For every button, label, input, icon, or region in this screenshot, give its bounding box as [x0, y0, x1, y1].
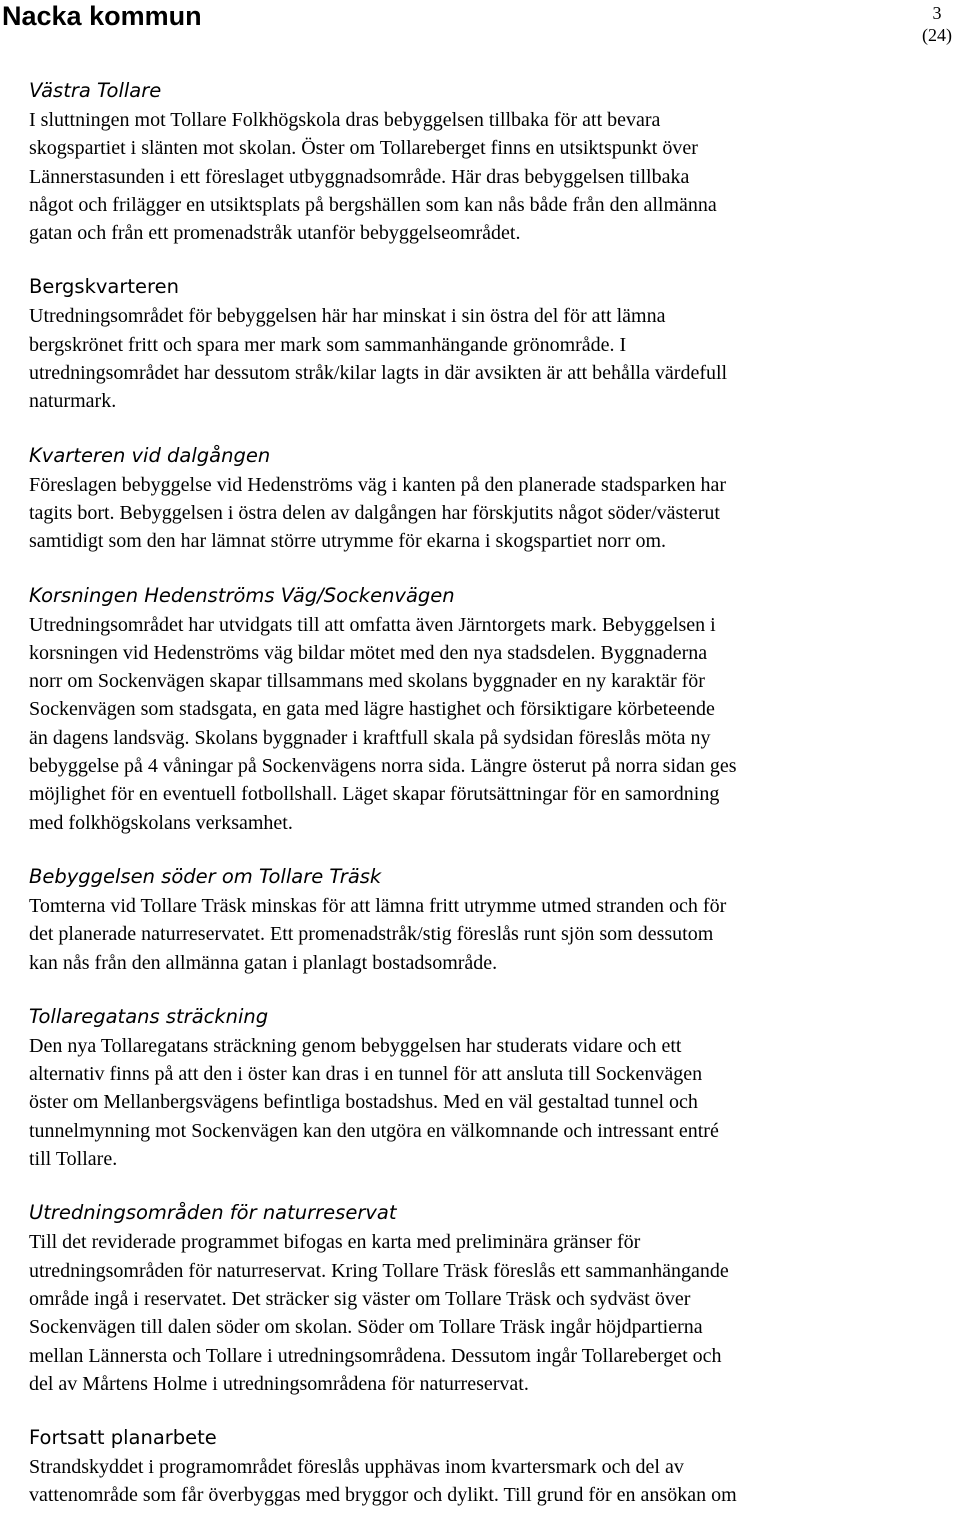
text-line: Utredningsområdet för bebyggelsen här har minskat i sin östra del för att lämna: [29, 305, 666, 328]
text-line: skogspartiet i slänten mot skolan. Öster om Tollareberget finns en utsiktspunkt över: [29, 137, 698, 160]
text-line: Sockenvägen som stadsgata, en gata med lägre hastighet och försiktigare körbeteende: [29, 698, 715, 721]
section-paragraph: [29, 1228, 944, 1398]
text-line: Lännerstasunden i ett föreslaget utbyggnadsområde. Här dras bebyggelsen tillbaka: [29, 165, 690, 188]
text-line: mellan Lännersta och Tollare i utredningsområdena. Dessutom ingår Tollareberget och: [29, 1344, 722, 1367]
text-line: tagits bort. Bebyggelsen i östra delen av dalgången har förskjutits något söder/västerut: [29, 501, 720, 524]
section: [29, 862, 944, 977]
text-line: till Tollare.: [29, 1148, 118, 1171]
section-heading: Tollaregatans sträckning: [29, 1004, 269, 1028]
section-heading: Bebyggelsen söder om Tollare Träsk: [29, 864, 382, 888]
section-paragraph: [29, 892, 944, 977]
page-header-title: Nacka kommun: [2, 1, 202, 31]
text-line: Tomterna vid Tollare Träsk minskas för att lämna fritt utrymme utmed stranden och för: [29, 894, 727, 917]
text-line: Utredningsområdet har utvidgats till att omfatta även Järntorgets mark. Bebyggelsen i: [29, 613, 716, 636]
section: [29, 441, 944, 556]
text-line: än dagens landsväg. Skolans byggnader i kraftfull skala på sydsidan föreslås möta ny: [29, 726, 711, 749]
text-line: vattenområde som får överbyggas med bryggor och dylikt. Till grund för en ansökan om: [29, 1484, 737, 1507]
section: [29, 76, 944, 247]
text-line: samtidigt som den har lämnat större utrymme för ekarna i skogspartiet norr om.: [29, 530, 667, 553]
page-number: 3: [932, 3, 942, 23]
section-heading: Kvarteren vid dalgången: [29, 443, 271, 467]
text-line: Strandskyddet i programområdet föreslås upphävas inom kvartersmark och del av: [29, 1456, 684, 1479]
section-paragraph: [29, 1453, 944, 1510]
text-line: norr om Sockenvägen skapar tillsammans med skolans byggnader en ny karaktär för: [29, 670, 705, 693]
page-total: (24): [922, 25, 952, 45]
text-line: bebyggelse på 4 våningar på Sockenvägens norra sida. Längre österut på norra sidan ges: [29, 755, 737, 778]
text-line: I sluttningen mot Tollare Folkhögskola dras bebyggelsen tillbaka för att bevara: [29, 109, 661, 131]
text-line: tunnelmynning mot Sockenvägen kan den utgöra en välkomnande och intressant entré: [29, 1119, 719, 1142]
text-line: utredningsområden för naturreservat. Kring Tollare Träsk föreslås ett sammanhängande: [29, 1259, 729, 1282]
text-line: Till det reviderade programmet bifogas en karta med preliminära gränser för: [29, 1231, 641, 1254]
text-line: något och frilägger en utsiktsplats på bergshällen som kan nås både från den allmänna: [29, 193, 717, 216]
text-line: utredningsområdet har dessutom stråk/kilar lagts in där avsikten är att behålla värdefull: [29, 362, 728, 385]
text-line: öster om Mellanbergsvägens befintliga bostadshus. Med en väl gestaltad tunnel och: [29, 1091, 698, 1114]
text-line: naturmark.: [29, 390, 117, 413]
text-line: det planerade naturreservatet. Ett promenadstråk/stig föreslås runt sjön som dessutom: [29, 923, 714, 946]
section: [29, 272, 944, 415]
section-heading: Utredningsområden för naturreservat: [29, 1201, 397, 1225]
text-line: korsningen vid Hedenströms väg bildar mötet med den nya stadsdelen. Byggnaderna: [29, 641, 708, 664]
text-line: alternativ finns på att den i öster kan dras i en tunnel för att ansluta till Sockenvägen: [29, 1063, 703, 1086]
section: [29, 1002, 944, 1173]
section-paragraph: [29, 302, 944, 415]
section-paragraph: [29, 611, 944, 837]
text-line: Sockenvägen till dalen söder om skolan. Söder om Tollare Träsk ingår höjdpartierna: [29, 1316, 703, 1339]
section: [29, 581, 944, 837]
text-line: möjlighet för en eventuell fotbollshall. Läget skapar förutsättningar för en samordning: [29, 783, 720, 806]
text-line: område ingå i reservatet. Det sträcker sig väster om Tollare Träsk och sydväst över: [29, 1287, 691, 1310]
section: [29, 1198, 944, 1398]
page-number-block: [922, 2, 952, 46]
section-paragraph: [29, 471, 944, 556]
text-line: gatan och från ett promenadstråk utanför bebyggelseområdet.: [29, 222, 521, 245]
section-heading: Fortsatt planarbete: [29, 1426, 217, 1450]
section-heading: Korsningen Hedenströms Väg/Sockenvägen: [29, 583, 455, 607]
section: [29, 1423, 944, 1510]
text-line: bergskrönet fritt och spara mer mark som sammanhängande grönområde. I: [29, 333, 627, 356]
section-paragraph: [29, 106, 944, 247]
text-line: kan nås från den allmänna gatan i planlagt bostadsområde.: [29, 951, 498, 974]
text-line: Den nya Tollaregatans sträckning genom bebyggelsen har studerats vidare och ett: [29, 1034, 682, 1057]
text-line: med folkhögskolans verksamhet.: [29, 811, 293, 834]
text-line: Föreslagen bebyggelse vid Hedenströms väg i kanten på den planerade stadsparken har: [29, 473, 726, 496]
section-heading: Västra Tollare: [29, 79, 162, 102]
section-paragraph: [29, 1032, 944, 1173]
document-body: [29, 76, 944, 1535]
text-line: del av Mårtens Holme i utredningsområdena för naturreservat.: [29, 1372, 529, 1395]
section-heading: Bergskvarteren: [29, 275, 179, 299]
